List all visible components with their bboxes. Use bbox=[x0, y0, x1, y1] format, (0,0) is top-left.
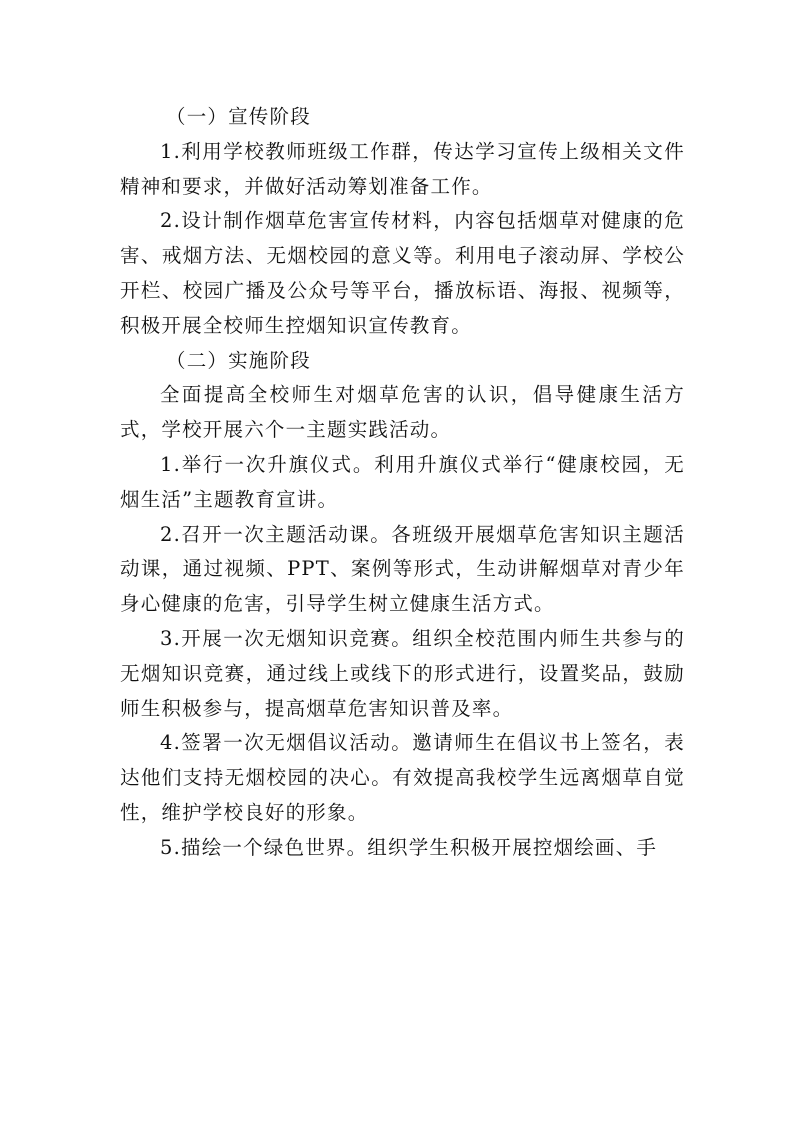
paragraph-initiative-signing: 4.签署一次无烟倡议活动。邀请师生在倡议书上签名，表达他们支持无烟校园的决心。有效提高我校学生远离烟草自觉性，维护学校良好的形象。 bbox=[120, 731, 685, 824]
paragraph-work-group: 1.利用学校教师班级工作群，传达学习宣传上级相关文件精神和要求，并做好活动筹划准备工作。 bbox=[120, 139, 685, 198]
paragraph-green-world: 5.描绘一个绿色世界。组织学生积极开展控烟绘画、手 bbox=[160, 835, 658, 859]
section-heading-implementation: （二）实施阶段 bbox=[166, 348, 311, 372]
paragraph-flag-ceremony: 1.举行一次升旗仪式。利用升旗仪式举行“健康校园，无烟生活”主题教育宣讲。 bbox=[120, 452, 685, 511]
document-body bbox=[120, 100, 685, 866]
paragraph-theme-class: 2.召开一次主题活动课。各班级开展烟草危害知识主题活动课，通过视频、PPT、案例等形式，生动讲解烟草对青少年身心健康的危害，引导学生树立健康生活方式。 bbox=[120, 522, 685, 616]
section-heading-publicity: （一）宣传阶段 bbox=[166, 105, 311, 128]
paragraph-knowledge-contest: 3.开展一次无烟知识竞赛。组织全校范围内师生共参与的无烟知识竞赛，通过线上或线下的形式进行，设置奖品，鼓励师生积极参与，提高烟草危害知识普及率。 bbox=[120, 626, 685, 720]
paragraph-publicity-materials: 2.设计制作烟草危害宣传材料，内容包括烟草对健康的危害、戒烟方法、无烟校园的意义等。利用电子滚动屏、学校公开栏、校园广播及公众号等平台，播放标语、海报、视频等，积极开展全校师生控烟知识宣传教育。 bbox=[120, 209, 685, 337]
paragraph-implementation-intro: 全面提高全校师生对烟草危害的认识，倡导健康生活方式，学校开展六个一主题实践活动。 bbox=[120, 383, 685, 442]
